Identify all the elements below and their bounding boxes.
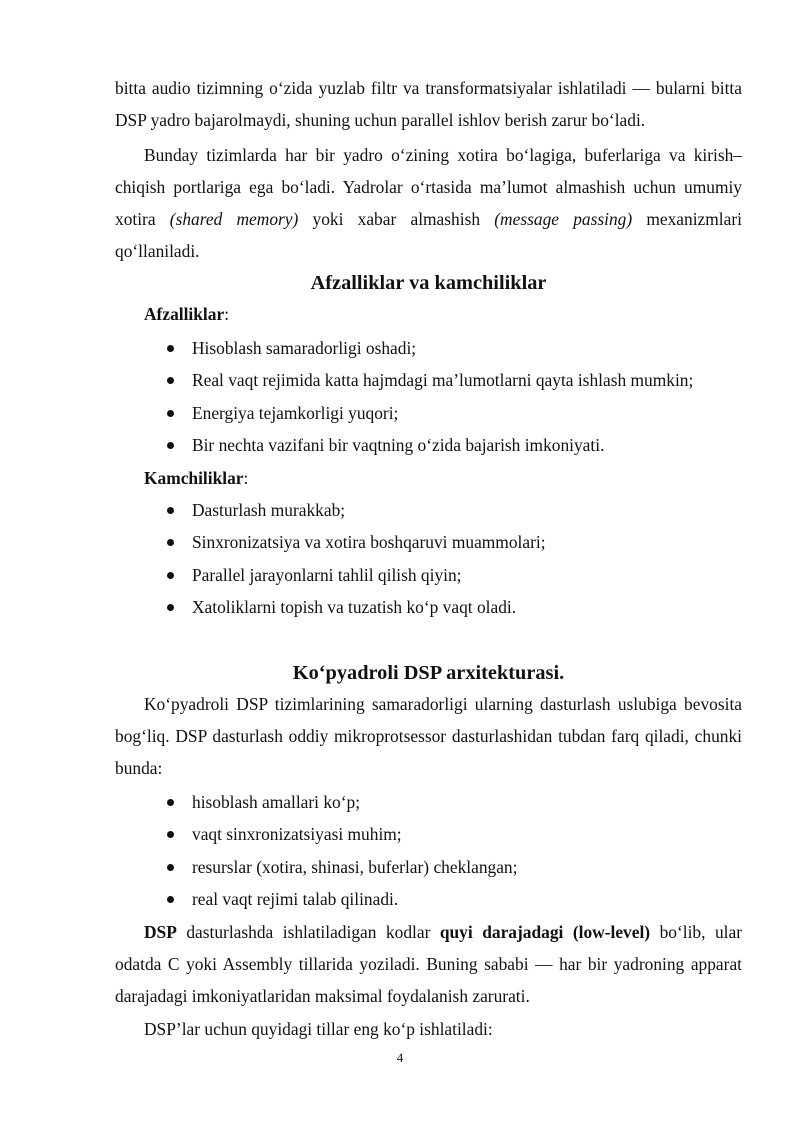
list-item: vaqt sinxronizatsiyasi muhim; (163, 818, 517, 850)
paragraph-languages: DSP’lar uchun quyidagi tillar eng ko‘p ishlatiladi: (144, 1019, 493, 1039)
list-item: hisoblash amallari ko‘p; (163, 786, 517, 818)
section-heading-architecture: Ko‘pyadroli DSP arxitekturasi. (292, 662, 565, 684)
list-item: real vaqt rejimi talab qilinadi. (163, 883, 517, 915)
paragraph-programming: Ko‘pyadroli DSP tizimlarining samaradorligi ularning dasturlash uslubiga bevosita bog‘liq. DSP dasturlash oddiy mikroprotsessor dasturlashidan tubdan farq qiladi, chunki bunda: (115, 694, 742, 778)
list-item: Hisoblash samaradorligi oshadi; (163, 332, 693, 364)
list-item: Bir nechta vazifani bir vaqtning o‘zida bajarish imkoniyati. (163, 429, 693, 461)
page-number: 4 (396, 1050, 404, 1065)
disadvantages-label: Kamchiliklar: (144, 468, 249, 488)
list-item: Xatoliklarni topish va tuzatish ko‘p vaqt oladi. (163, 591, 546, 623)
disadvantages-list (163, 494, 546, 623)
advantages-label: Afzalliklar: (144, 304, 230, 324)
advantages-list (163, 332, 693, 461)
list-item: Dasturlash murakkab; (163, 494, 546, 526)
list-item: Sinxronizatsiya va xotira boshqaruvi muammolari; (163, 526, 546, 558)
list-item: resurslar (xotira, shinasi, buferlar) cheklangan; (163, 851, 517, 883)
section-heading-advantages: Afzalliklar va kamchiliklar (310, 272, 547, 294)
paragraph-shared-memory: Bunday tizimlarda har bir yadro o‘zining xotira bo‘lagiga, buferlariga va kirish–chiqish portlariga ega bo‘ladi. Yadrolar o‘rtasida ma’lumot almashish uchun umumiy xotira (shared memory) yoki xabar almashish (message passing) mexanizmlari qo‘llaniladi. (115, 145, 742, 261)
paragraph-low-level: DSP dasturlashda ishlatiladigan kodlar quyi darajadagi (low-level) bo‘lib, ular odatda C yoki Assembly tillarida yoziladi. Buning sababi — har bir yadroning apparat darajadagi imkoniyatlaridan maksimal foydalanish zarurati. (115, 922, 742, 1006)
list-item: Real vaqt rejimida katta hajmdagi ma’lumotlarni qayta ishlash mumkin; (163, 364, 693, 396)
paragraph-continuation: bitta audio tizimning o‘zida yuzlab filtr va transformatsiyalar ishlatiladi — bularni bitta DSP yadro bajarolmaydi, shuning uchun parallel ishlov berish zarur bo‘ladi. (115, 78, 742, 130)
list-item: Energiya tejamkorligi yuqori; (163, 397, 693, 429)
reasons-list (163, 786, 517, 915)
list-item: Parallel jarayonlarni tahlil qilish qiyin; (163, 559, 546, 591)
